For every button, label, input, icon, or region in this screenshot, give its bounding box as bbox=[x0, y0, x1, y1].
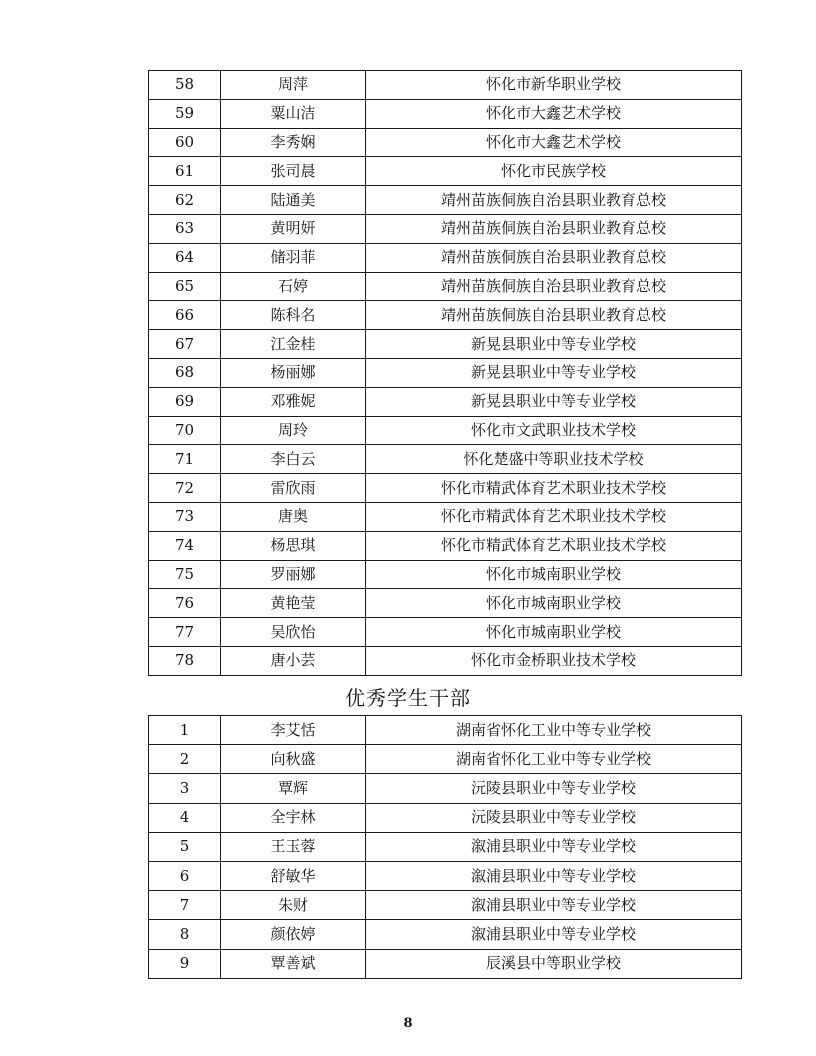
student-name: 石婷 bbox=[221, 272, 366, 301]
table-row bbox=[149, 157, 742, 186]
row-number: 2 bbox=[149, 745, 221, 774]
student-name: 覃善斌 bbox=[221, 949, 366, 978]
school-name: 溆浦县职业中等专业学校 bbox=[366, 861, 742, 890]
row-number: 6 bbox=[149, 861, 221, 890]
school-name: 怀化市城南职业学校 bbox=[366, 618, 742, 647]
student-name: 颜依婷 bbox=[221, 920, 366, 949]
student-name: 罗丽娜 bbox=[221, 560, 366, 589]
page-number: 8 bbox=[403, 1016, 413, 1031]
row-number: 59 bbox=[149, 99, 221, 128]
student-name: 李秀娴 bbox=[221, 128, 366, 157]
school-name: 靖州苗族侗族自治县职业教育总校 bbox=[366, 272, 742, 301]
student-name: 舒敏华 bbox=[221, 861, 366, 890]
school-name: 新晃县职业中等专业学校 bbox=[366, 358, 742, 387]
school-name: 新晃县职业中等专业学校 bbox=[366, 330, 742, 359]
row-number: 1 bbox=[149, 716, 221, 745]
table-row bbox=[149, 243, 742, 272]
table-row bbox=[149, 272, 742, 301]
table-row bbox=[149, 774, 742, 803]
student-name: 杨丽娜 bbox=[221, 358, 366, 387]
student-name: 唐小芸 bbox=[221, 646, 366, 675]
table-row bbox=[149, 589, 742, 618]
row-number: 3 bbox=[149, 774, 221, 803]
school-name: 怀化市新华职业学校 bbox=[366, 71, 742, 100]
student-name: 江金桂 bbox=[221, 330, 366, 359]
school-name: 怀化市精武体育艺术职业技术学校 bbox=[366, 531, 742, 560]
row-number: 64 bbox=[149, 243, 221, 272]
table-row bbox=[149, 301, 742, 330]
table-row bbox=[149, 502, 742, 531]
table-row bbox=[149, 330, 742, 359]
school-name: 辰溪县中等职业学校 bbox=[366, 949, 742, 978]
student-name: 张司晨 bbox=[221, 157, 366, 186]
table-row bbox=[149, 445, 742, 474]
table-row bbox=[149, 387, 742, 416]
row-number: 72 bbox=[149, 474, 221, 503]
table-row bbox=[149, 803, 742, 832]
table-row bbox=[149, 560, 742, 589]
table-row bbox=[149, 99, 742, 128]
school-name: 怀化市城南职业学校 bbox=[366, 560, 742, 589]
table-row bbox=[149, 358, 742, 387]
school-name: 怀化市大鑫艺术学校 bbox=[366, 128, 742, 157]
table-row bbox=[149, 716, 742, 745]
row-number: 62 bbox=[149, 186, 221, 215]
row-number: 68 bbox=[149, 358, 221, 387]
row-number: 75 bbox=[149, 560, 221, 589]
school-name: 怀化市精武体育艺术职业技术学校 bbox=[366, 502, 742, 531]
table-row bbox=[149, 71, 742, 100]
table-row bbox=[149, 920, 742, 949]
row-number: 74 bbox=[149, 531, 221, 560]
school-name: 怀化市城南职业学校 bbox=[366, 589, 742, 618]
row-number: 77 bbox=[149, 618, 221, 647]
school-name: 溆浦县职业中等专业学校 bbox=[366, 920, 742, 949]
section-title-outstanding-student-cadres: 优秀学生干部 bbox=[345, 686, 471, 710]
student-name: 杨思琪 bbox=[221, 531, 366, 560]
school-name: 靖州苗族侗族自治县职业教育总校 bbox=[366, 214, 742, 243]
student-name: 粟山洁 bbox=[221, 99, 366, 128]
school-name: 溆浦县职业中等专业学校 bbox=[366, 832, 742, 861]
student-name: 向秋盛 bbox=[221, 745, 366, 774]
table-row bbox=[149, 186, 742, 215]
table-row bbox=[149, 474, 742, 503]
student-cadres-body bbox=[149, 716, 742, 979]
student-name: 李白云 bbox=[221, 445, 366, 474]
table-row bbox=[149, 214, 742, 243]
student-name: 周萍 bbox=[221, 71, 366, 100]
table-row bbox=[149, 618, 742, 647]
row-number: 71 bbox=[149, 445, 221, 474]
school-name: 靖州苗族侗族自治县职业教育总校 bbox=[366, 186, 742, 215]
row-number: 66 bbox=[149, 301, 221, 330]
school-name: 溆浦县职业中等专业学校 bbox=[366, 891, 742, 920]
student-name: 王玉蓉 bbox=[221, 832, 366, 861]
student-name: 朱财 bbox=[221, 891, 366, 920]
school-name: 靖州苗族侗族自治县职业教育总校 bbox=[366, 301, 742, 330]
row-number: 70 bbox=[149, 416, 221, 445]
table-row bbox=[149, 891, 742, 920]
student-name: 覃辉 bbox=[221, 774, 366, 803]
student-name: 全宇林 bbox=[221, 803, 366, 832]
student-name: 陈科名 bbox=[221, 301, 366, 330]
student-name: 吴欣怡 bbox=[221, 618, 366, 647]
school-name: 沅陵县职业中等专业学校 bbox=[366, 774, 742, 803]
student-name: 李艾恬 bbox=[221, 716, 366, 745]
school-name: 新晃县职业中等专业学校 bbox=[366, 387, 742, 416]
row-number: 61 bbox=[149, 157, 221, 186]
school-name: 沅陵县职业中等专业学校 bbox=[366, 803, 742, 832]
row-number: 7 bbox=[149, 891, 221, 920]
student-name: 储羽菲 bbox=[221, 243, 366, 272]
student-cadres-table bbox=[148, 715, 742, 979]
row-number: 73 bbox=[149, 502, 221, 531]
row-number: 60 bbox=[149, 128, 221, 157]
school-name: 怀化楚盛中等职业技术学校 bbox=[366, 445, 742, 474]
school-name: 怀化市文武职业技术学校 bbox=[366, 416, 742, 445]
row-number: 8 bbox=[149, 920, 221, 949]
row-number: 78 bbox=[149, 646, 221, 675]
row-number: 67 bbox=[149, 330, 221, 359]
student-name: 邓雅妮 bbox=[221, 387, 366, 416]
school-name: 怀化市大鑫艺术学校 bbox=[366, 99, 742, 128]
student-name: 黄明妍 bbox=[221, 214, 366, 243]
table-row bbox=[149, 416, 742, 445]
school-name: 靖州苗族侗族自治县职业教育总校 bbox=[366, 243, 742, 272]
table-row bbox=[149, 949, 742, 978]
school-name: 怀化市精武体育艺术职业技术学校 bbox=[366, 474, 742, 503]
student-name: 黄艳莹 bbox=[221, 589, 366, 618]
student-name: 陆通美 bbox=[221, 186, 366, 215]
student-name: 唐奥 bbox=[221, 502, 366, 531]
row-number: 65 bbox=[149, 272, 221, 301]
row-number: 69 bbox=[149, 387, 221, 416]
row-number: 58 bbox=[149, 71, 221, 100]
student-name: 雷欣雨 bbox=[221, 474, 366, 503]
table-row bbox=[149, 745, 742, 774]
award-list-body bbox=[149, 71, 742, 676]
row-number: 5 bbox=[149, 832, 221, 861]
school-name: 怀化市民族学校 bbox=[366, 157, 742, 186]
table-row bbox=[149, 531, 742, 560]
table-row bbox=[149, 128, 742, 157]
student-name: 周玲 bbox=[221, 416, 366, 445]
school-name: 湖南省怀化工业中等专业学校 bbox=[366, 716, 742, 745]
table-row bbox=[149, 832, 742, 861]
table-row bbox=[149, 646, 742, 675]
award-list-table-continued bbox=[148, 70, 742, 676]
row-number: 63 bbox=[149, 214, 221, 243]
table-row bbox=[149, 861, 742, 890]
school-name: 湖南省怀化工业中等专业学校 bbox=[366, 745, 742, 774]
row-number: 9 bbox=[149, 949, 221, 978]
row-number: 76 bbox=[149, 589, 221, 618]
school-name: 怀化市金桥职业技术学校 bbox=[366, 646, 742, 675]
row-number: 4 bbox=[149, 803, 221, 832]
